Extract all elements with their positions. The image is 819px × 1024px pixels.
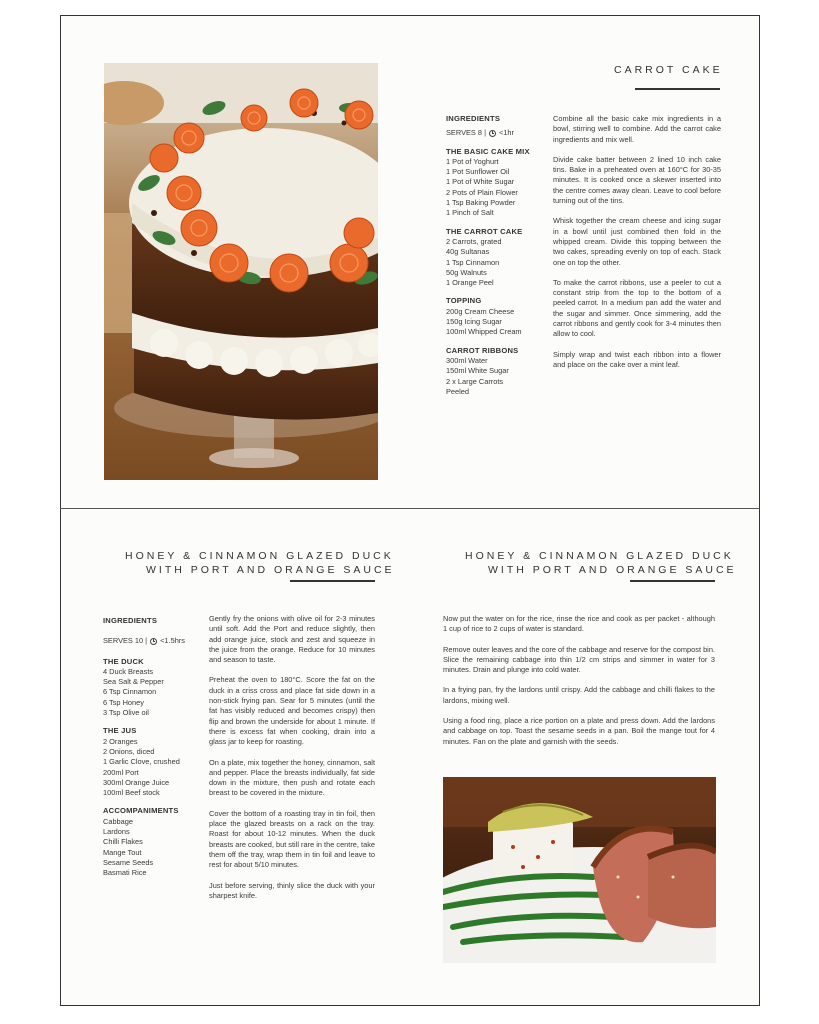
ingredient-section-heading: THE CARROT CAKE: [446, 226, 523, 236]
method-paragraph: Remove outer leaves and the core of the cabbage and reserve for the compost bin. Slice the remaining cabbage into thin 1/2 cm strips and simmer in water for 3 minutes. Drain and plunge into cold water.: [443, 644, 715, 675]
method-paragraph: On a plate, mix together the honey, cinnamon, salt and pepper. Place the breasts individually, fat side down in the mixture, then push and rotate each breast to be covered in the mixture.: [209, 757, 375, 798]
ingredient-item: Basmati Rice: [103, 868, 147, 878]
serves-info: [446, 128, 551, 138]
duck-method-right: [443, 614, 715, 757]
carrot-cake-title: CARROT CAKE: [614, 64, 723, 76]
ingredient-section-heading: THE JUS: [103, 726, 137, 736]
ingredient-item: Peeled: [446, 386, 470, 396]
ingredient-item: 300ml Orange Juice: [103, 777, 170, 787]
ingredient-item: 2 Onions, diced: [103, 746, 155, 756]
carrot-cake-method: [553, 114, 721, 380]
ingredient-item: 2 Carrots, grated: [446, 236, 502, 246]
ingredient-section-heading: THE BASIC CAKE MIX: [446, 146, 530, 156]
ingredient-item: 40g Sultanas: [446, 247, 490, 257]
prep-time: <1.5hrs: [160, 636, 185, 646]
duck-right-title-line1: HONEY & CINNAMON GLAZED DUCK: [465, 550, 734, 562]
ingredient-item: 4 Duck Breasts: [103, 666, 154, 676]
method-paragraph: Now put the water on for the rice, rinse the rice and cook as per packet - although 1 cup of rice to 2 cups of water is standard.: [443, 614, 715, 634]
ingredient-item: 150ml White Sugar: [446, 366, 509, 376]
ingredient-section-heading: CARROT RIBBONS: [446, 345, 519, 355]
prep-time: <1hr: [499, 128, 514, 138]
ingredient-item: 2 Oranges: [103, 736, 138, 746]
method-paragraph: Just before serving, thinly slice the duck with your sharpest knife.: [209, 880, 375, 900]
ingredient-item: Mange Tout: [103, 847, 142, 857]
duck-dish-photo: [443, 777, 716, 963]
ingredient-item: 6 Tsp Honey: [103, 697, 144, 707]
ingredient-item: 1 Tsp Cinnamon: [446, 257, 500, 267]
clock-icon: [489, 130, 496, 137]
ingredient-item: 50g Walnuts: [446, 267, 487, 277]
method-paragraph: To make the carrot ribbons, use a peeler to cut a constant strip from the top to the bottom of a peeled carrot. In a medium pan add the water and the sugar and simmer. Once simmering, add the carrot ribbons and gently cook for 3-4 minutes then allow to cool.: [553, 277, 721, 339]
method-paragraph: Combine all the basic cake mix ingredients in a bowl, stirring well to combine. Add the carrot cake ingredients and mix well.: [553, 114, 721, 144]
ingredient-item: 1 Orange Peel: [446, 278, 494, 288]
method-paragraph: Preheat the oven to 180°C. Score the fat on the duck in a criss cross and place fat side down in a non-stick frying pan. Sear for 5 minutes (until the fat has visibly reduced and becomes crispy) then flip and brown the underside for about 1 minute. If there is excess fat when cooking, drain into a glass jar to keep for roasting.: [209, 675, 375, 747]
ingredient-item: 1 Garlic Clove, crushed: [103, 757, 180, 767]
ingredient-item: 1 Pot of White Sugar: [446, 177, 515, 187]
carrot-cake-photo: [104, 63, 378, 480]
ingredient-item: 300ml Water: [446, 355, 488, 365]
ingredient-section-heading: ACCOMPANIMENTS: [103, 806, 179, 816]
carrot-cake-ingredients: [446, 114, 551, 397]
ingredient-item: Sesame Seeds: [103, 857, 154, 867]
ingredient-item: 3 Tsp Olive oil: [103, 708, 149, 718]
ingredient-item: 1 Pot of Yoghurt: [446, 156, 499, 166]
ingredient-item: 100ml Whipped Cream: [446, 327, 522, 337]
method-paragraph: Using a food ring, place a rice portion on a plate and press down. Add the lardons and cabbage on top. Toast the sesame seeds in a pan. Boil the mange tout for 4 minutes. Fan on the plate and garnish with the seeds.: [443, 716, 715, 746]
duck-title-line1: HONEY & CINNAMON GLAZED DUCK: [125, 550, 394, 562]
duck-method-left: [209, 614, 375, 911]
duck-left-title-rule: [290, 580, 375, 582]
serves-info: [103, 636, 208, 646]
method-paragraph: Cover the bottom of a roasting tray in tin foil, then place the glazed breasts on a rack on the tray. Roast for about 10-12 minutes. When the duck breasts are cooked, but still rare in the centre, take them off the tray, wrap them in tin foil and leave to rest for about 5/10 minutes.: [209, 808, 375, 870]
ingredients-heading: INGREDIENTS: [446, 114, 501, 123]
duck-ingredients: [103, 616, 208, 879]
ingredient-sections: [103, 657, 208, 879]
method-paragraph: Divide cake batter between 2 lined 10 inch cake tins. Bake in a preheated oven at 160°C for 30-35 minutes. It is cooked once a skewer inserted into the centre comes away clean. Leave to cool before turning out of the tins.: [553, 154, 721, 206]
duck-title-line2: WITH PORT AND ORANGE SAUCE: [146, 564, 395, 576]
ingredient-item: 200ml Port: [103, 767, 139, 777]
ingredient-item: 2 x Large Carrots: [446, 376, 504, 386]
ingredient-item: 2 Pots of Plain Flower: [446, 187, 518, 197]
ingredient-item: 1 Pot Sunflower Oil: [446, 167, 510, 177]
carrot-cake-title-rule: [635, 88, 720, 90]
method-paragraph: In a frying pan, fry the lardons until crispy. Add the cabbage and chilli flakes to the lardons, mixing well.: [443, 685, 715, 705]
ingredient-item: 1 Tsp Baking Powder: [446, 198, 516, 208]
ingredient-item: 6 Tsp Cinnamon: [103, 687, 157, 697]
ingredient-item: Lardons: [103, 827, 130, 837]
serves-label: SERVES 8 |: [446, 128, 486, 138]
ingredients-heading: INGREDIENTS: [103, 616, 158, 625]
page-divider: [60, 508, 760, 509]
ingredient-item: 100ml Beef stock: [103, 788, 160, 798]
duck-right-title-line2: WITH PORT AND ORANGE SAUCE: [488, 564, 737, 576]
ingredient-item: Chilli Flakes: [103, 837, 143, 847]
ingredient-item: Sea Salt & Pepper: [103, 677, 164, 687]
clock-icon: [150, 638, 157, 645]
ingredient-sections: [446, 147, 551, 398]
ingredient-section-heading: TOPPING: [446, 296, 482, 306]
serves-label: SERVES 10 |: [103, 636, 148, 646]
method-paragraph: Simply wrap and twist each ribbon into a flower and place on the cake over a mint leaf.: [553, 349, 721, 369]
ingredient-item: 200g Cream Cheese: [446, 306, 515, 316]
method-paragraph: Whisk together the cream cheese and icing sugar in a bowl until just combined then fold in the whipped cream. Divide this topping between the two cakes, spreading evenly on top of each. Stack one on top the other.: [553, 216, 721, 267]
ingredient-item: 1 Pinch of Salt: [446, 208, 494, 218]
ingredient-section-heading: THE DUCK: [103, 656, 144, 666]
ingredient-item: 150g Icing Sugar: [446, 317, 502, 327]
ingredient-item: Cabbage: [103, 816, 133, 826]
method-paragraph: Gently fry the onions with olive oil for 2-3 minutes until soft. Add the Port and reduce slightly, then add orange juice, stock and zest and squeeze in the juice from the orange. Reduce for 10 minutes and season to taste.: [209, 614, 375, 665]
duck-right-title-rule: [630, 580, 715, 582]
